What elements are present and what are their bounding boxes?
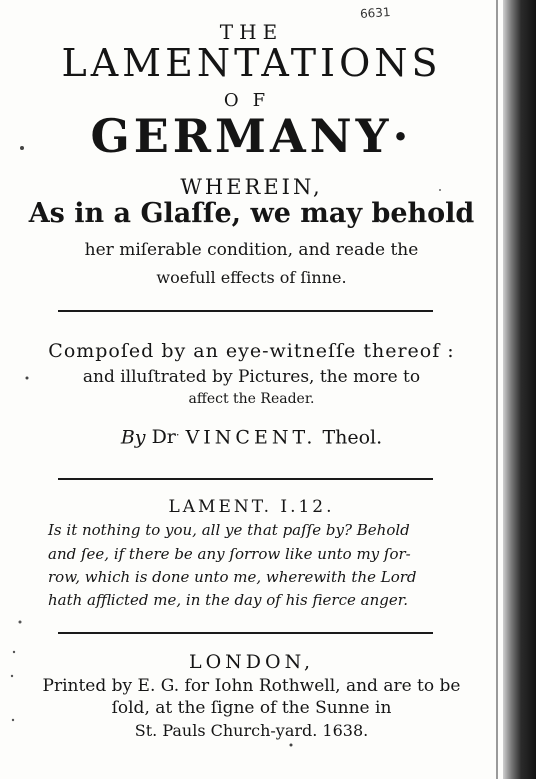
author-dr: Dr. — [151, 425, 180, 449]
imprint-line-3: St. Pauls Church-yard. 1638. — [134, 721, 369, 740]
title-the: THE — [219, 20, 284, 44]
imprint-city: LONDON, — [188, 651, 315, 673]
composed-line-3: affect the Reader. — [188, 391, 315, 407]
author-title: Theol. — [322, 426, 383, 449]
imprint-line-1: Printed by E. G. for Iohn Rothwell, and are to be — [42, 676, 461, 696]
composed-line-1: Compoſed by an eye-witneſſe thereof : — [48, 340, 455, 362]
scripture-line: row, which is done unto me, wherewith the Lord — [48, 568, 417, 586]
scripture-reference: LAMENT. I.12. — [168, 497, 335, 517]
subtitle-wherein: WHEREIN, — [180, 175, 323, 199]
subtitle-line-3: woefull effects of ſinne. — [156, 268, 347, 287]
scripture-line: Is it nothing to you, all ye that paſſe by? Behold — [48, 521, 410, 539]
title-of: OF — [223, 90, 280, 111]
subtitle-line-1: As in a Glaſſe, we may behold — [28, 198, 475, 229]
imprint-line-2: ſold, at the ſigne of the Sunne in — [111, 698, 392, 718]
composed-line-2: and illuſtrated by Pictures, the more to — [82, 367, 421, 387]
title-germany: GERMANY· — [90, 109, 413, 163]
subtitle-line-2: her miſerable condition, and reade the — [84, 240, 419, 260]
scripture-line: and ſee, if there be any ſorrow like unto my ſor- — [48, 545, 411, 563]
handwritten-shelfmark: 6631 — [359, 4, 391, 22]
title-lamentations: LAMENTATIONS — [61, 41, 442, 85]
scripture-line: hath afflicted me, in the day of his fierce anger. — [48, 591, 408, 609]
author-name: VINCENT. — [185, 426, 317, 449]
author-by: By — [120, 426, 146, 449]
